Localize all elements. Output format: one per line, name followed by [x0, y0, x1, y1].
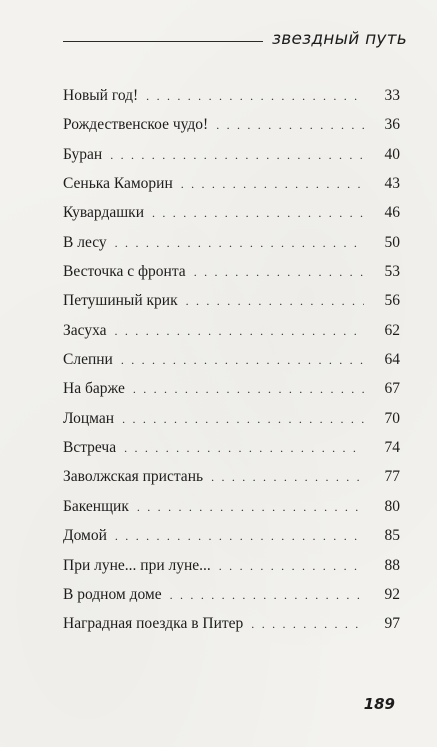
- toc-entry-page: 46: [384, 204, 400, 222]
- toc-entry: [63, 174, 400, 203]
- toc-entry-title: Бакенщик: [63, 497, 129, 515]
- toc-entry: [63, 233, 400, 262]
- toc-entry-title: Слепни: [63, 351, 113, 369]
- dot-leader: [181, 174, 364, 194]
- toc-entry: [63, 379, 400, 408]
- toc-entry-title: Встреча: [63, 439, 117, 457]
- toc-entry-page: 92: [384, 585, 400, 603]
- dot-leader: [122, 409, 364, 429]
- toc-entry: [63, 585, 400, 614]
- toc-entry-page: 85: [384, 527, 400, 545]
- toc-entry: [63, 203, 400, 232]
- dot-leader: [110, 145, 364, 165]
- toc-entry-title: Весточка с фронта: [63, 263, 186, 281]
- toc-entry-page: 64: [384, 351, 400, 369]
- toc-entry-title: Рождественское чудо!: [63, 116, 209, 134]
- dot-leader: [133, 379, 364, 399]
- toc-entry-page: 77: [384, 468, 400, 486]
- dot-leader: [211, 467, 364, 487]
- dot-leader: [152, 203, 364, 223]
- toc-entry-title: Заволжская пристань: [63, 468, 204, 486]
- dot-leader: [121, 350, 364, 370]
- toc-entry-page: 74: [384, 439, 400, 457]
- toc-entry-page: 40: [384, 145, 400, 163]
- toc-entry-title: При луне... при луне...: [63, 556, 211, 574]
- toc-entry-page: 70: [384, 409, 400, 427]
- toc-entry: [63, 467, 400, 496]
- toc-entry-page: 36: [384, 116, 400, 134]
- header-rule: [63, 41, 263, 42]
- dot-leader: [251, 614, 364, 634]
- toc-entry-title: В лесу: [63, 233, 107, 251]
- running-head: звездный путь: [272, 29, 407, 49]
- toc-entry: [63, 350, 400, 379]
- toc-entry: [63, 614, 400, 643]
- toc-entry-title: Буран: [63, 145, 103, 163]
- toc-entry-title: Петушиный крик: [63, 292, 178, 310]
- toc-entry-page: 43: [384, 175, 400, 193]
- toc-entry: [63, 86, 400, 115]
- dot-leader: [186, 291, 364, 311]
- toc-entry: [63, 321, 400, 350]
- toc-entry: [63, 526, 400, 555]
- toc-entry-title: В родном доме: [63, 585, 162, 603]
- toc-entry: [63, 438, 400, 467]
- toc-entry: [63, 409, 400, 438]
- dot-leader: [219, 556, 364, 576]
- toc-entry-page: 88: [384, 556, 400, 574]
- dot-leader: [170, 585, 364, 605]
- dot-leader: [194, 262, 364, 282]
- toc-entry: [63, 115, 400, 144]
- dot-leader: [146, 86, 364, 106]
- toc-entry-title: Новый год!: [63, 87, 139, 104]
- toc-entry-page: 53: [384, 263, 400, 281]
- toc-entry-page: 80: [384, 497, 400, 515]
- toc-entry-title: Засуха: [63, 321, 107, 339]
- toc-entry-page: 67: [384, 380, 400, 398]
- toc-entry-page: 62: [384, 321, 400, 339]
- toc-entry: [63, 262, 400, 291]
- dot-leader: [115, 233, 364, 253]
- page-number: 189: [363, 695, 395, 713]
- dot-leader: [124, 438, 364, 458]
- toc-entry: [63, 145, 400, 174]
- dot-leader: [216, 115, 364, 135]
- toc-entry-title: Кувардашки: [63, 204, 144, 222]
- toc-entry: [63, 497, 400, 526]
- toc-entry-page: 97: [384, 615, 400, 633]
- toc-entry-title: Сенька Каморин: [63, 175, 173, 193]
- toc-entry-page: 33: [384, 87, 400, 104]
- dot-leader: [137, 497, 364, 517]
- toc-entry-page: 50: [384, 233, 400, 251]
- toc-entry: [63, 291, 400, 320]
- toc-entry-title: Наградная поездка в Питер: [63, 615, 244, 633]
- toc-entry-page: 56: [384, 292, 400, 310]
- dot-leader: [115, 321, 365, 341]
- toc-entry-title: Лоцман: [63, 409, 115, 427]
- dot-leader: [115, 526, 364, 546]
- toc-entry-title: На барже: [63, 380, 125, 398]
- toc-entry-title: Домой: [63, 527, 107, 545]
- toc-entry: [63, 556, 400, 585]
- table-of-contents: [63, 86, 400, 644]
